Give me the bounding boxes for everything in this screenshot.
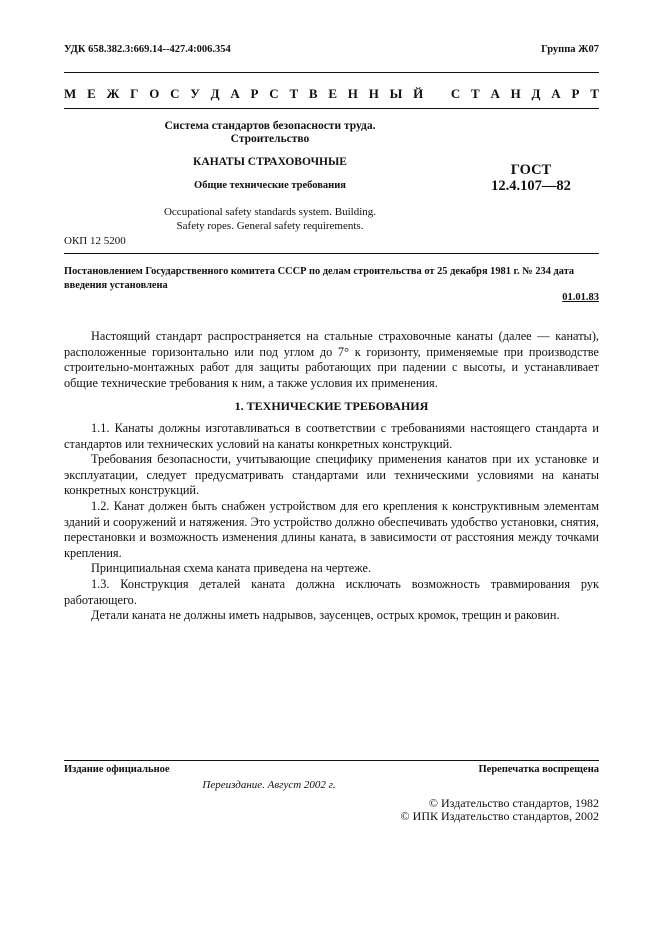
- official-edition-label: Издание официальное: [64, 764, 170, 775]
- band-letter: Д: [531, 86, 541, 101]
- copyright-1982: © Издательство стандартов, 1982: [428, 796, 599, 810]
- decree-text: [64, 265, 574, 293]
- intro-paragraph: Настоящий стандарт распространяется на стальные страховочные канаты (далее — канаты), расположенные горизонтально или под углом до 7° к горизонту, применяемые при производстве строительно-монтажных работ для защиты работающих при падении с высоты, и устанавливает общие технические требования к ним, а также условия их применения.: [64, 329, 599, 390]
- section-1-title: 1. ТЕХНИЧЕСКИЕ ТРЕБОВАНИЯ: [234, 399, 429, 413]
- english-title: [150, 206, 390, 233]
- clause-paragraph: 1.3. Конструкция деталей каната должна исключать возможность травмирования рук работающего.: [64, 576, 599, 607]
- band-letter: У: [190, 86, 200, 101]
- band-letter: Е: [328, 86, 338, 101]
- top-rule: [64, 72, 599, 73]
- band-letter: Ы: [389, 86, 403, 101]
- introduction-date: 01.01.83: [562, 292, 599, 303]
- band-letter: Н: [368, 86, 379, 101]
- band-letter: Г: [130, 86, 139, 101]
- band-letter: М: [64, 86, 77, 101]
- english-line-2: Safety ropes. General safety requirements.: [176, 219, 364, 232]
- band-letter: Й: [413, 86, 424, 101]
- system-title: [150, 120, 390, 146]
- band-rule: [64, 108, 599, 109]
- clause-paragraph: Детали каната не должны иметь надрывов, заусенцев, острых кромок, трещин и раковин.: [91, 608, 560, 623]
- document-title: КАНАТЫ СТРАХОВОЧНЫЕ: [193, 156, 347, 168]
- band-letter: В: [308, 86, 318, 101]
- english-line-1: Occupational safety standards system. Building.: [163, 206, 376, 218]
- clause-paragraph: Требования безопасности, учитывающие специфику применения канатов при их установке и эксплуатации, следует предусматривать стандартами или техническими условиями на канаты конкретных конструкций.: [64, 452, 599, 498]
- udk-code: УДК 658.382.3:669.14--427.4:006.354: [64, 44, 231, 55]
- section-1-body: [64, 421, 599, 624]
- band-letter: А: [551, 86, 561, 101]
- band-letter: Т: [289, 86, 299, 101]
- reprint-prohibited-label: Перепечатка воспрещена: [478, 764, 599, 775]
- okp-code: ОКП 12 5200: [64, 235, 126, 247]
- gost-label: ГОСТ: [510, 162, 552, 178]
- band-letter: С: [170, 86, 180, 101]
- band-letter: С: [269, 86, 279, 101]
- clause-paragraph: 1.1. Канаты должны изготавливаться в соответствии с требованиями настоящего стандарта и стандартов или технических условий на канаты конкретных конструкций.: [64, 421, 599, 451]
- clause-paragraph: Принципиальная схема каната приведена на чертеже.: [91, 561, 372, 576]
- band-letter: С: [450, 86, 461, 101]
- band-letter: Д: [210, 86, 220, 101]
- title-block-rule: [64, 253, 599, 254]
- footer-rule: [64, 760, 599, 761]
- gost-designation: [481, 162, 581, 194]
- band-gap: [434, 86, 440, 102]
- band-letter: Р: [571, 86, 580, 101]
- band-letter: Т: [471, 86, 480, 101]
- clause-paragraph: 1.2. Канат должен быть снабжен устройством для его крепления к конструктивным элементам зданий и сооружений и натяжения. Это устройство должно обеспечивать удобство установки, снятия, перестановки и возможность изменения длины каната, в зависимости от расстояния между точками крепления.: [64, 498, 599, 560]
- interstate-standard-band: [64, 86, 599, 102]
- system-line-2: Строительство: [230, 133, 310, 145]
- copyright-2002: © ИПК Издательство стандартов, 2002: [400, 809, 599, 823]
- group-code: Группа Ж07: [541, 44, 599, 55]
- band-letter: Е: [87, 86, 96, 101]
- band-letter: Ж: [106, 86, 120, 101]
- band-letter: О: [149, 86, 160, 101]
- system-line-1: Система стандартов безопасности труда.: [164, 120, 376, 132]
- band-letter: А: [230, 86, 240, 101]
- reissue-note: Переиздание. Август 2002 г.: [202, 779, 336, 791]
- document-subtitle: Общие технические требования: [194, 180, 346, 191]
- decree-line-1: Постановлением Государственного комитета СССР по делам строительства от 25 декабря 1981 г. № 234 дата: [64, 266, 575, 277]
- gost-number: 12.4.107—82: [491, 178, 571, 194]
- band-letter: Т: [590, 86, 599, 101]
- band-letter: Р: [250, 86, 259, 101]
- band-letter: Н: [510, 86, 521, 101]
- band-letter: А: [490, 86, 500, 101]
- band-letter: Н: [347, 86, 358, 101]
- decree-line-2: введения установлена: [64, 280, 168, 291]
